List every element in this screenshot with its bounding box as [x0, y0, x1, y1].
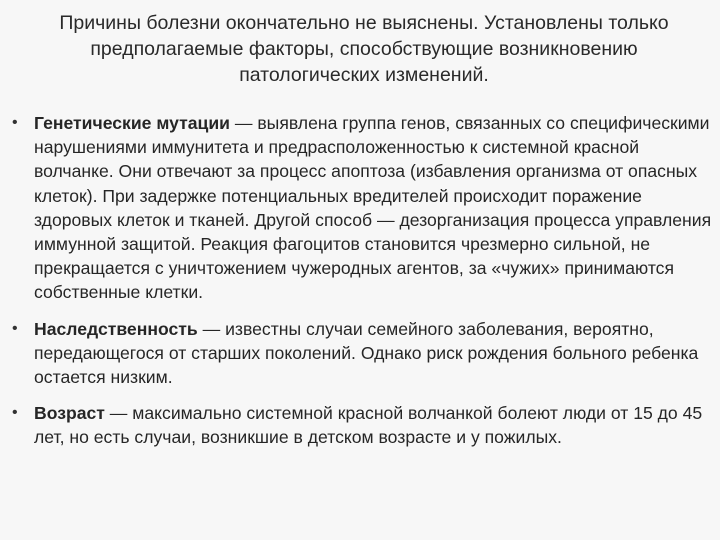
intro-paragraph: Причины болезни окончательно не выяснены. Установлены только предполагаемые факторы, способствующие возникновению патологических изменений.	[59, 12, 669, 86]
bullet-item-age	[10, 401, 714, 449]
bullet-dot-icon: •	[12, 404, 18, 422]
bullet-term: Наследственность	[34, 318, 198, 339]
bullet-term: Возраст	[34, 403, 105, 424]
bullet-text: — выявлена группа генов, связанных со специфическими нарушениями иммунитета и предрасположенностью к системной красной волчанке. Они отвечают за процесс апоптоза (избавления организма от опасных клеток). При задержке потенциальных вредителей происходит поражение здоровых клеток и тканей. Другой способ — дезорганизация процесса управления иммунной защитой. Реакция фагоцитов становится чрезмерно сильной, не прекращается с уничтожением чужеродных агентов, за «чужих» принимаются собственные клетки.	[34, 113, 712, 303]
bullet-dot-icon: •	[12, 319, 18, 337]
bullet-item-heredity	[10, 317, 714, 390]
bullet-text: — максимально системной красной волчанкой болеют люди от 15 до 45 лет, но есть случаи, возникшие в детском возрасте и у пожилых.	[34, 403, 703, 448]
bullet-dot-icon: •	[12, 114, 18, 131]
bullet-text: — известны случаи семейного заболевания, вероятно, передающегося от старших поколений. Однако риск рождения больного ребенка остается низким.	[34, 318, 699, 388]
bullet-item-genetic-mutations	[10, 111, 714, 305]
bullet-term: Генетические мутации	[34, 113, 230, 133]
bullet-list	[10, 111, 714, 450]
